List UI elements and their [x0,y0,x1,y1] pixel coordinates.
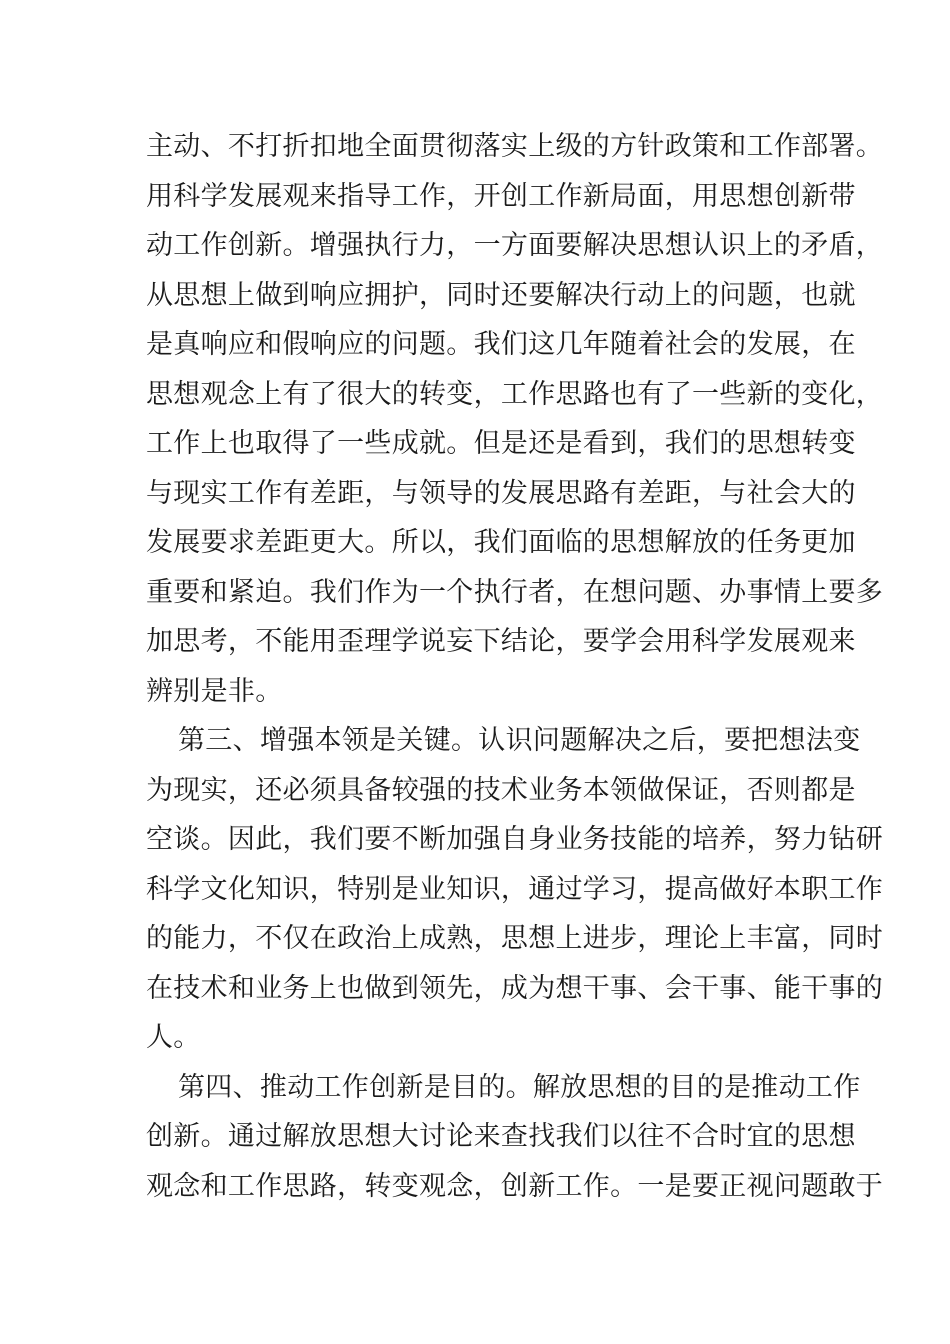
text-line: 加思考，不能用歪理学说妄下结论，要学会用科学发展观来 [146,626,856,657]
text-line: 辨别是非。 [146,675,283,707]
text-line: 重要和紧迫。我们作为一个执行者，在想问题、办事情上要多 [146,576,884,608]
text-line: 观念和工作思路，转变观念，创新工作。一是要正视问题敢于 [146,1170,884,1202]
text-line: 人。 [146,1022,201,1053]
text-line: 在技术和业务上也做到领先，成为想干事、会干事、能干事的 [146,972,884,1004]
text-line: 用科学发展观来指导工作，开创工作新局面，用思想创新带 [146,180,856,212]
paragraph-start-line: 第四、推动工作创新是目的。解放思想的目的是推动工作 [178,1071,861,1103]
text-line: 的能力，不仅在政治上成熟，思想上进步，理论上丰富，同时 [146,923,884,954]
text-line: 是真响应和假响应的问题。我们这几年随着社会的发展，在 [146,329,856,360]
text-line: 创新。通过解放思想大讨论来查找我们以往不合时宜的思想 [146,1121,856,1152]
text-line: 从思想上做到响应拥护，同时还要解决行动上的问题，也就 [146,279,856,311]
text-line: 主动、不打折扣地全面贯彻落实上级的方针政策和工作部署。 [146,131,884,162]
text-line: 科学文化知识，特别是业知识，通过学习，提高做好本职工作 [146,873,884,905]
text-line: 思想观念上有了很大的转变，工作思路也有了一些新的变化， [146,378,884,410]
paragraph-start-line: 第三、增强本领是关键。认识问题解决之后，要把想法变 [178,725,861,756]
body-text [146,122,884,1211]
text-line: 动工作创新。增强执行力，一方面要解决思想认识上的矛盾， [146,230,884,261]
text-line: 与现实工作有差距，与领导的发展思路有差距，与社会大的 [146,477,856,509]
text-line: 为现实，还必须具备较强的技术业务本领做保证，否则都是 [146,774,856,806]
text-line: 工作上也取得了一些成就。但是还是看到，我们的思想转变 [146,428,856,459]
text-line: 发展要求差距更大。所以，我们面临的思想解放的任务更加 [146,527,856,558]
text-line: 空谈。因此，我们要不断加强自身业务技能的培养，努力钻研 [146,824,884,855]
